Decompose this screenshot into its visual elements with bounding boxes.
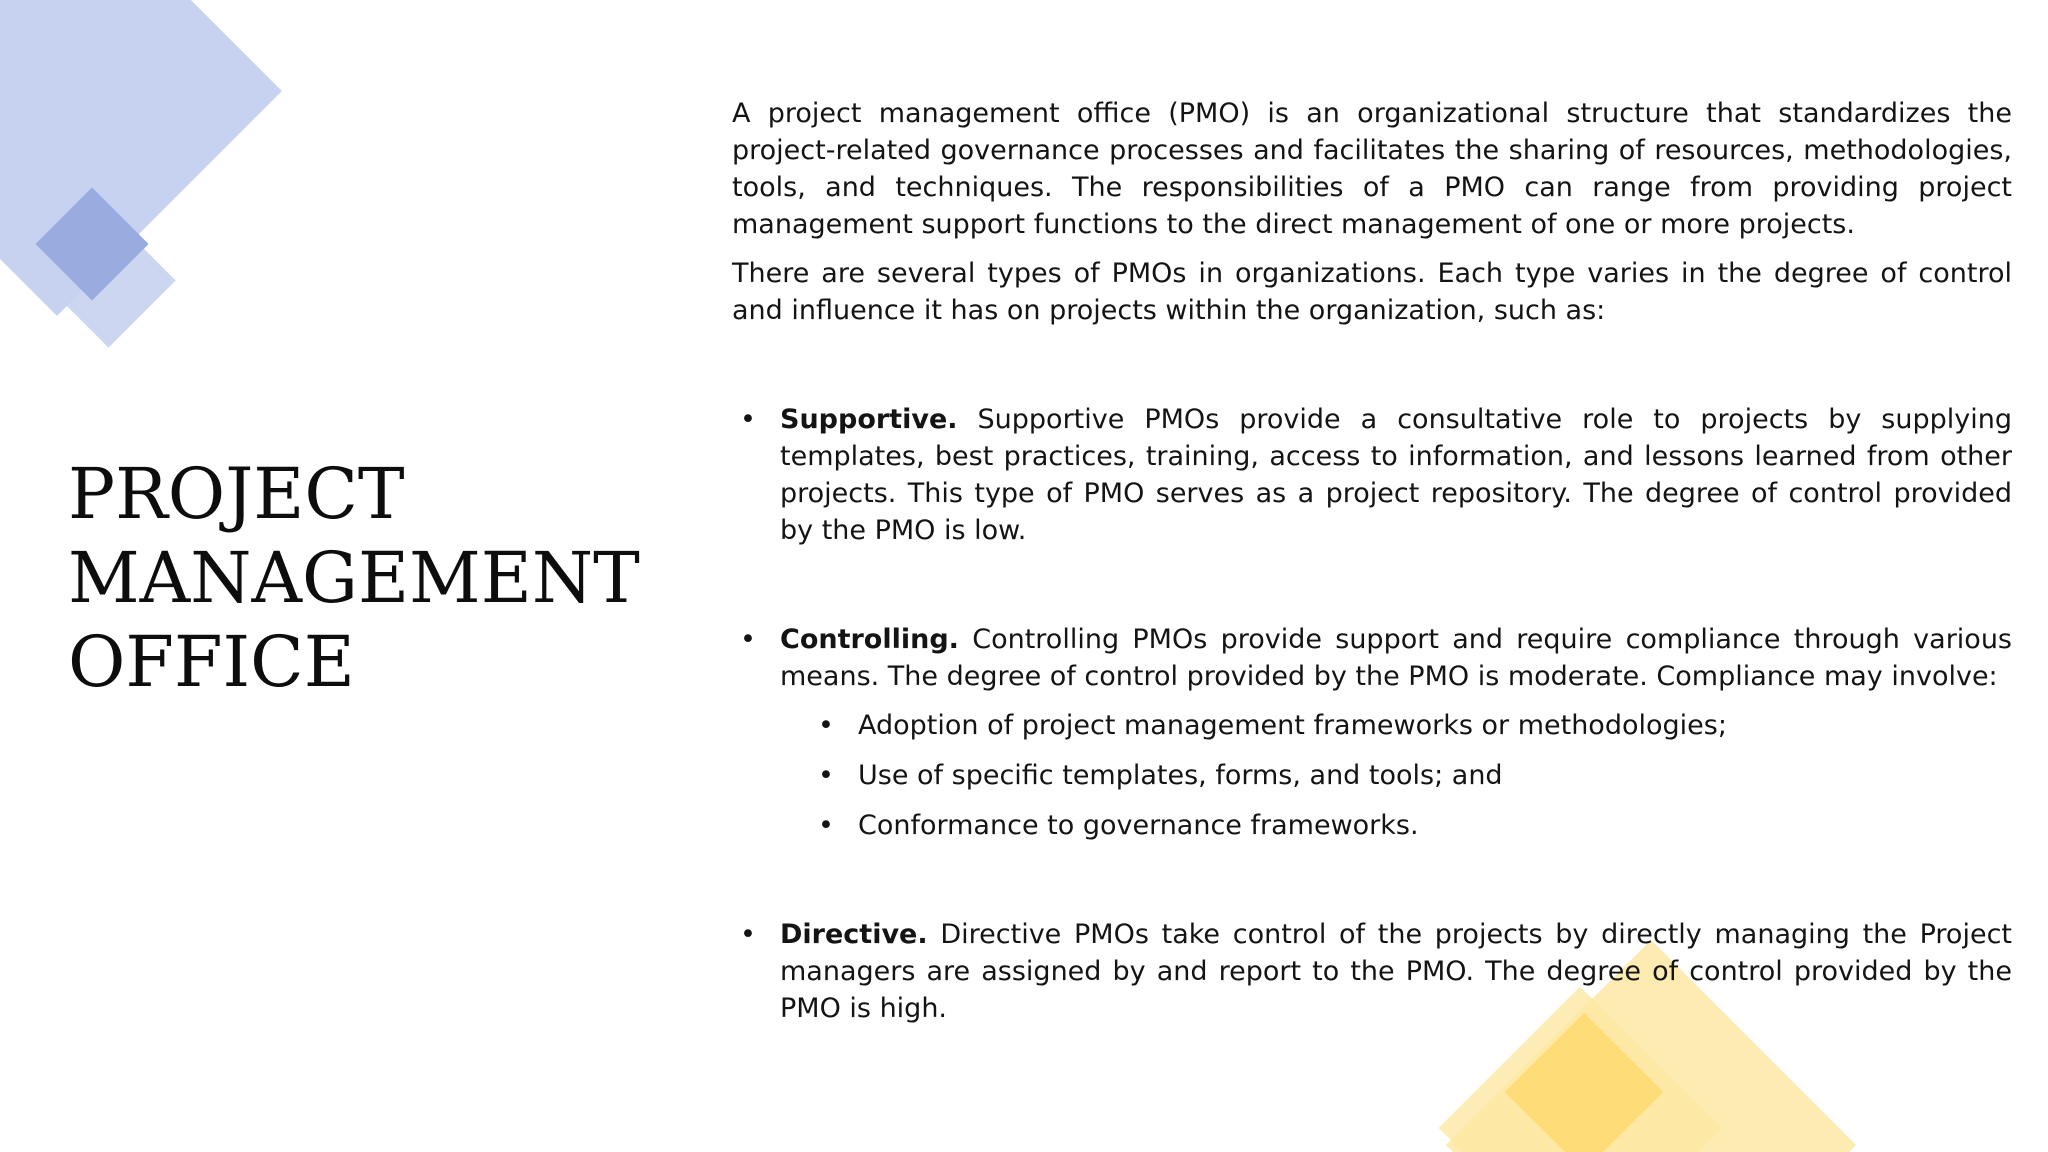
- pmo-type-term: Controlling.: [780, 624, 959, 655]
- bullet-icon: •: [818, 760, 834, 791]
- intro-paragraph-2: There are several types of PMOs in organizations. Each type varies in the degree of control and influence it has on projects within the organization, such as:: [732, 258, 2012, 326]
- pmo-types-list: [732, 401, 2012, 1027]
- pmo-type-description: Controlling PMOs provide support and require compliance through various means. The degree of control provided by the PMO is moderate. Compliance may involve:: [780, 624, 2012, 692]
- compliance-item: [780, 757, 2012, 794]
- pmo-type-term: Directive.: [780, 919, 928, 950]
- pmo-type-controlling: [732, 621, 2012, 844]
- compliance-item: [780, 707, 2012, 744]
- bullet-icon: •: [818, 710, 834, 741]
- bullet-icon: •: [818, 810, 834, 841]
- compliance-item-text: Adoption of project management frameworks or methodologies;: [858, 710, 1727, 741]
- slide-body: [732, 95, 2012, 1027]
- compliance-item-text: Use of specific templates, forms, and tools; and: [858, 760, 1503, 791]
- bullet-icon: •: [740, 919, 756, 950]
- slide-title: PROJECT MANAGEMENT OFFICE: [68, 453, 640, 703]
- pmo-type-description: Supportive PMOs provide a consultative role to projects by supplying templates, best practices, training, access to information, and lessons learned from other projects. This type of PMO serves as a project repository. The degree of control provided by the PMO is low.: [780, 404, 2012, 546]
- bullet-icon: •: [740, 624, 756, 655]
- pmo-type-description: Directive PMOs take control of the projects by directly managing the Project managers are assigned by and report to the PMO. The degree of control provided by the PMO is high.: [780, 919, 2012, 1024]
- bullet-icon: •: [740, 404, 756, 435]
- pmo-type-directive: [732, 916, 2012, 1027]
- pmo-type-supportive: [732, 401, 2012, 549]
- compliance-list: [780, 707, 2012, 844]
- compliance-item: [780, 807, 2012, 844]
- pmo-type-term: Supportive.: [780, 404, 958, 435]
- intro-paragraph-1: A project management office (PMO) is an organizational structure that standardizes the project-related governance processes and facilitates the sharing of resources, methodologies, tools, and techniques. The responsibilities of a PMO can range from providing project management support functions to the direct management of one or more projects.: [732, 98, 2012, 240]
- compliance-item-text: Conformance to governance frameworks.: [858, 810, 1419, 841]
